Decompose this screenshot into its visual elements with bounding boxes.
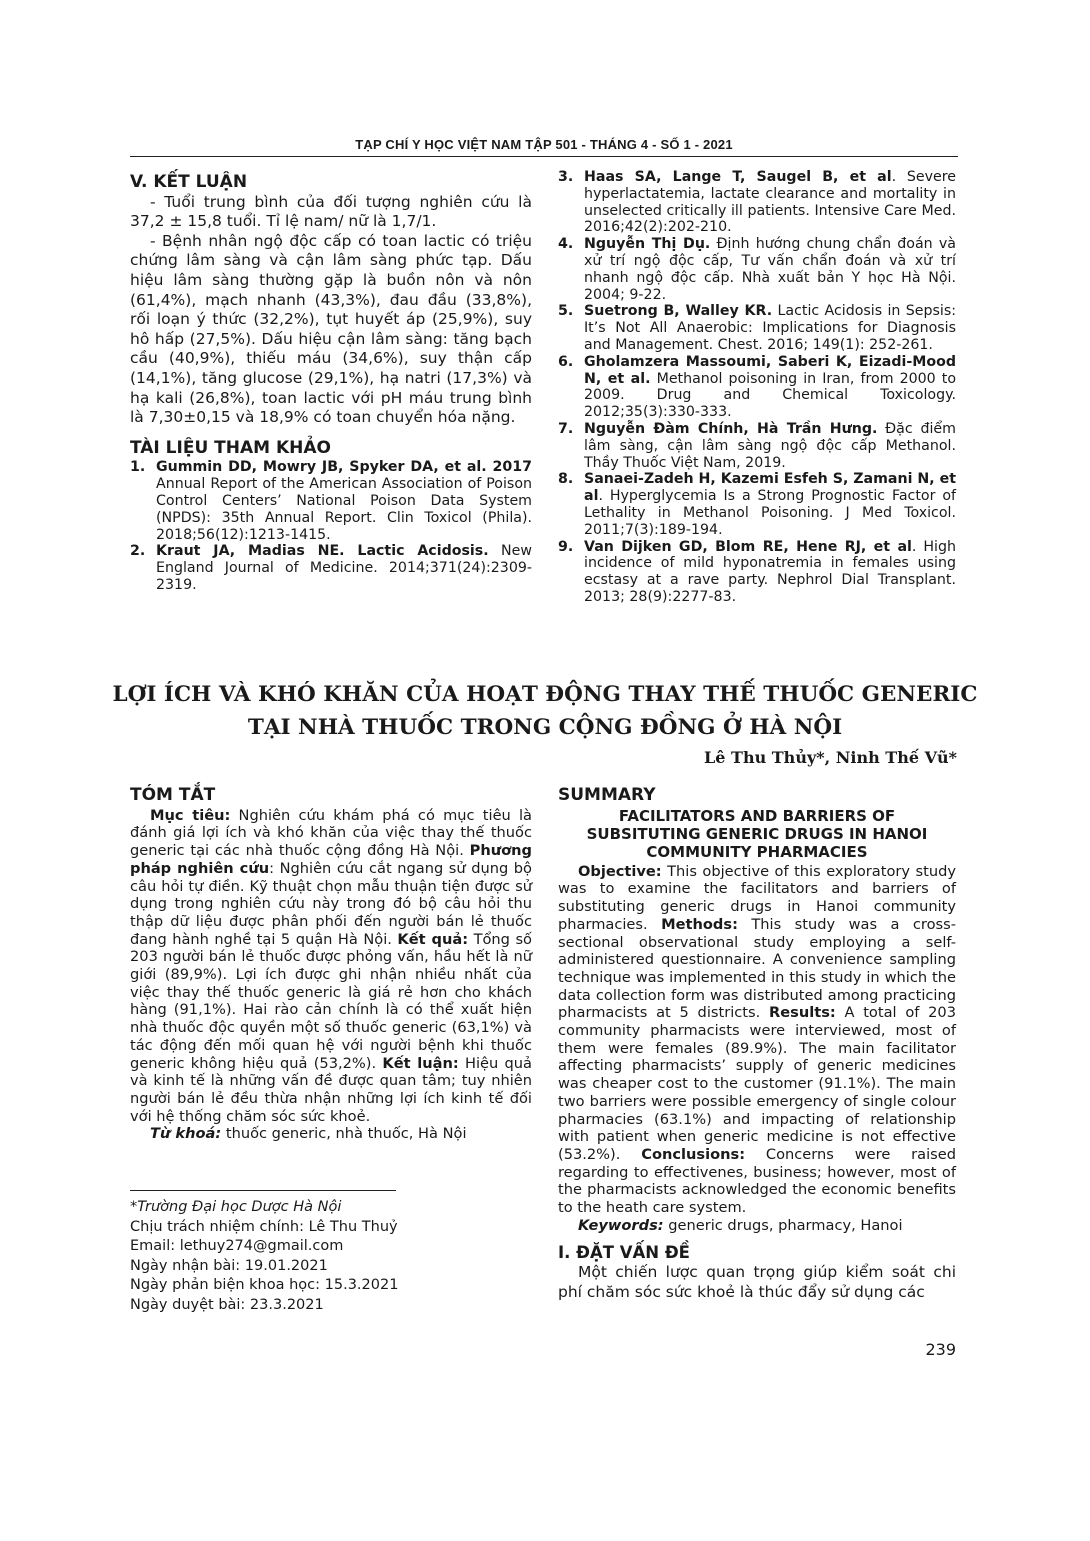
article-title-line-2: TẠI NHÀ THUỐC TRONG CỘNG ĐỒNG Ở HÀ NỘI — [247, 715, 843, 740]
conclusion-paragraph-2: - Bệnh nhân ngộ độc cấp có toan lactic có triệu chứng lâm sàng và cận lâm sàng phức tạp. Dấu hiệu lâm sàng thường gặp là buồn nôn và nôn (61,4%), mạch nhanh (43,3%), đau đầu (33,8%), rối loạn ý thức (32,2%), tụt huyết áp (25,9%), suy hô hấp (27,5%). Dấu hiệu cận lâm sàng: tăng bạch cầu (40,9%), thiếu máu (34,6%), suy thận cấp (14,1%), tăng glucose (29,1%), hạ natri (17,3%) và hạ kali (26,8%), toan lactic với pH máu trung bình là 7,30±0,15 và 18,9% có toan chuyển hóa nặng. — [130, 231, 532, 427]
conclusion-heading: V. KẾT LUẬN — [130, 172, 248, 192]
footnote-received: Ngày nhận bài: 19.01.2021 — [130, 1257, 328, 1274]
abstract-vietnamese — [130, 787, 532, 1143]
left-column-top — [130, 173, 532, 594]
reference-item: 9. Van Dijken GD, Blom RE, Hene RJ, et al. High incidence of mild hyponatremia in females using ecstasy at a rave party. Nephrol Dial Transplant. 2013; 28(9):2277-83. — [558, 538, 956, 605]
summary-heading: SUMMARY — [558, 785, 656, 805]
reference-item: 3. Haas SA, Lange T, Saugel B, et al. Severe hyperlactatemia, lactate clearance and mortality in unselected critically ill patients. Intensive Care Med. 2016;42(2):202-210. — [558, 169, 956, 236]
reference-item: 1. Gummin DD, Mowry JB, Spyker DA, et al. 2017 Annual Report of the American Association of Poison Control Centers’ National Poison Data System (NPDS): 35th Annual Report. Clin Toxicol (Phila). 2018;56(12):1213-1415. — [130, 459, 532, 543]
right-column-top — [558, 169, 956, 606]
page-number: 239 — [925, 1340, 956, 1359]
article-title-line-1: LỢI ÍCH VÀ KHÓ KHĂN CỦA HOẠT ĐỘNG THAY THẾ THUỐC GENERIC — [112, 682, 978, 707]
reference-list-left — [130, 459, 532, 593]
header-rule — [130, 156, 958, 157]
reference-item: 5. Suetrong B, Walley KR. Lactic Acidosis in Sepsis: It’s Not All Anaerobic: Implications for Diagnosis and Management. Chest. 2016; 149(1): 252-261. — [558, 303, 957, 353]
summary-keywords: Keywords: generic drugs, pharmacy, Hanoi — [578, 1216, 903, 1234]
tom-tat-keywords: Từ khoá: thuốc generic, nhà thuốc, Hà Nội — [150, 1125, 467, 1143]
references-heading: TÀI LIỆU THAM KHẢO — [130, 437, 331, 458]
intro-text: Một chiến lược quan trọng giúp kiểm soát chi phí chăm sóc sức khoẻ là thúc đẩy sử dụng các — [558, 1263, 956, 1302]
reference-item: 2. Kraut JA, Madias NE. Lactic Acidosis. New England Journal of Medicine. 2014;371(24):2309-2319. — [130, 543, 532, 593]
footnote-reviewed: Ngày phản biện khoa học: 15.3.2021 — [130, 1277, 399, 1294]
summary-body: Objective: This objective of this exploratory study was to examine the facilitators and barriers of substituting generic drugs in Hanoi community pharmacies. Methods: This study was a cross-sectional observational study employing a self-administered questionnaire. A convenience sampling technique was implemented in this study in which the data collection form was distributed among practicing pharmacists at 5 districts. Results: A total of 203 community pharmacists were interviewed, most of them were females (89.9%). The main facilitator affecting pharmacists’ supply of generic medicines was cheaper cost to the customer (91.1%). The main two barriers were possible emergency of single colour pharmacies (63.1%) and impacting of relationship with patient when generic medicine is not effective (53.2%). Conclusions: Concerns were raised regarding to effectivenes, business; however, most of the pharmacists acknowledged the economic benefits to the heath care system. — [558, 862, 957, 1217]
tom-tat-body: Mục tiêu: Nghiên cứu khám phá có mục tiêu là đánh giá lợi ích và khó khăn của việc thay thế thuốc generic tại các nhà thuốc cộng đồng Hà Nội. Phương pháp nghiên cứu: Nghiên cứu cắt ngang sử dụng bộ câu hỏi tự điền. Kỹ thuật chọn mẫu thuận tiện được sử dụng trong nghiên cứu này trong đó bộ câu hỏi thu thập dữ liệu được phân phối đến người bán lẻ thuốc đang hành nghề tại 5 quận Hà Nội. Kết quả: Tổng số 203 người bán lẻ thuốc được phỏng vấn, hầu hết là nữ giới (89,9%). Lợi ích được ghi nhận nhiều nhất của việc thay thế thuốc generic là giá rẻ hơn cho khách hàng (91,1%). Hai rào cản chính là có thể xuất hiện nhà thuốc độc quyền một số thuốc generic (63,1%) và tác động đến mối quan hệ với người bệnh khi thuốc generic không hiệu quả (53,2%). Kết luận: Hiệu quả và kinh tế là những vấn đề được quan tâm; tuy nhiên người bán lẻ đều thừa nhận những lợi ích kinh tế đối với hệ thống chăm sóc sức khoẻ. — [130, 806, 533, 1125]
conclusion-paragraph-1: - Tuổi trung bình của đối tượng nghiên cứu là 37,2 ± 15,8 tuổi. Tỉ lệ nam/ nữ là 1,7/1. — [130, 192, 532, 231]
reference-item: 8. Sanaei-Zadeh H, Kazemi Esfeh S, Zamani N, et al. Hyperglycemia Is a Strong Prognostic Factor of Lethality in Methanol Poisoning. J Med Toxicol. 2011;7(3):189-194. — [558, 471, 956, 538]
abstract-english — [558, 787, 956, 1302]
article-title — [100, 678, 990, 744]
tom-tat-heading: TÓM TẮT — [130, 785, 216, 805]
footnote-rule — [130, 1190, 396, 1191]
footnote-responsible: Chịu trách nhiệm chính: Lê Thu Thuỷ — [130, 1218, 398, 1235]
reference-item: 6. Gholamzera Massoumi, Saberi K, Eizadi-Mood N, et al. Methanol poisoning in Iran, from 2000 to 2009. Drug and Chemical Toxicology. 2012;35(3):330-333. — [558, 353, 957, 421]
reference-item: 7. Nguyễn Đàm Chính, Hà Trần Hưng. Đặc điểm lâm sàng, cận lâm sàng ngộ độc cấp Methanol. Thầy Thuốc Việt Nam, 2019. — [558, 420, 956, 471]
footnote-accepted: Ngày duyệt bài: 23.3.2021 — [130, 1296, 324, 1313]
footnote — [130, 1198, 398, 1316]
article-authors: Lê Thu Thủy*, Ninh Thế Vũ* — [704, 748, 957, 767]
journal-header: TẠP CHÍ Y HỌC VIỆT NAM TẬP 501 - THÁNG 4 - SỐ 1 - 2021 — [355, 137, 733, 152]
footnote-affiliation: *Trường Đại học Dược Hà Nội — [130, 1199, 342, 1215]
reference-list-right — [558, 169, 956, 606]
reference-item: 4. Nguyễn Thị Dụ. Định hướng chung chẩn đoán và xử trí ngộ độc cấp, Tư vấn chẩn đoán và xử trí nhanh ngộ độc cấp. Nhà xuất bản Y học Hà Nội. 2004; 9-22. — [558, 236, 956, 303]
footnote-email: Email: lethuy274@gmail.com — [130, 1238, 344, 1255]
summary-title: FACILITATORS AND BARRIERS OF SUBSITUTING GENERIC DRUGS IN HANOI COMMUNITY PHARMACIES — [586, 806, 928, 861]
intro-heading: I. ĐẶT VẤN ĐỀ — [558, 1243, 690, 1263]
